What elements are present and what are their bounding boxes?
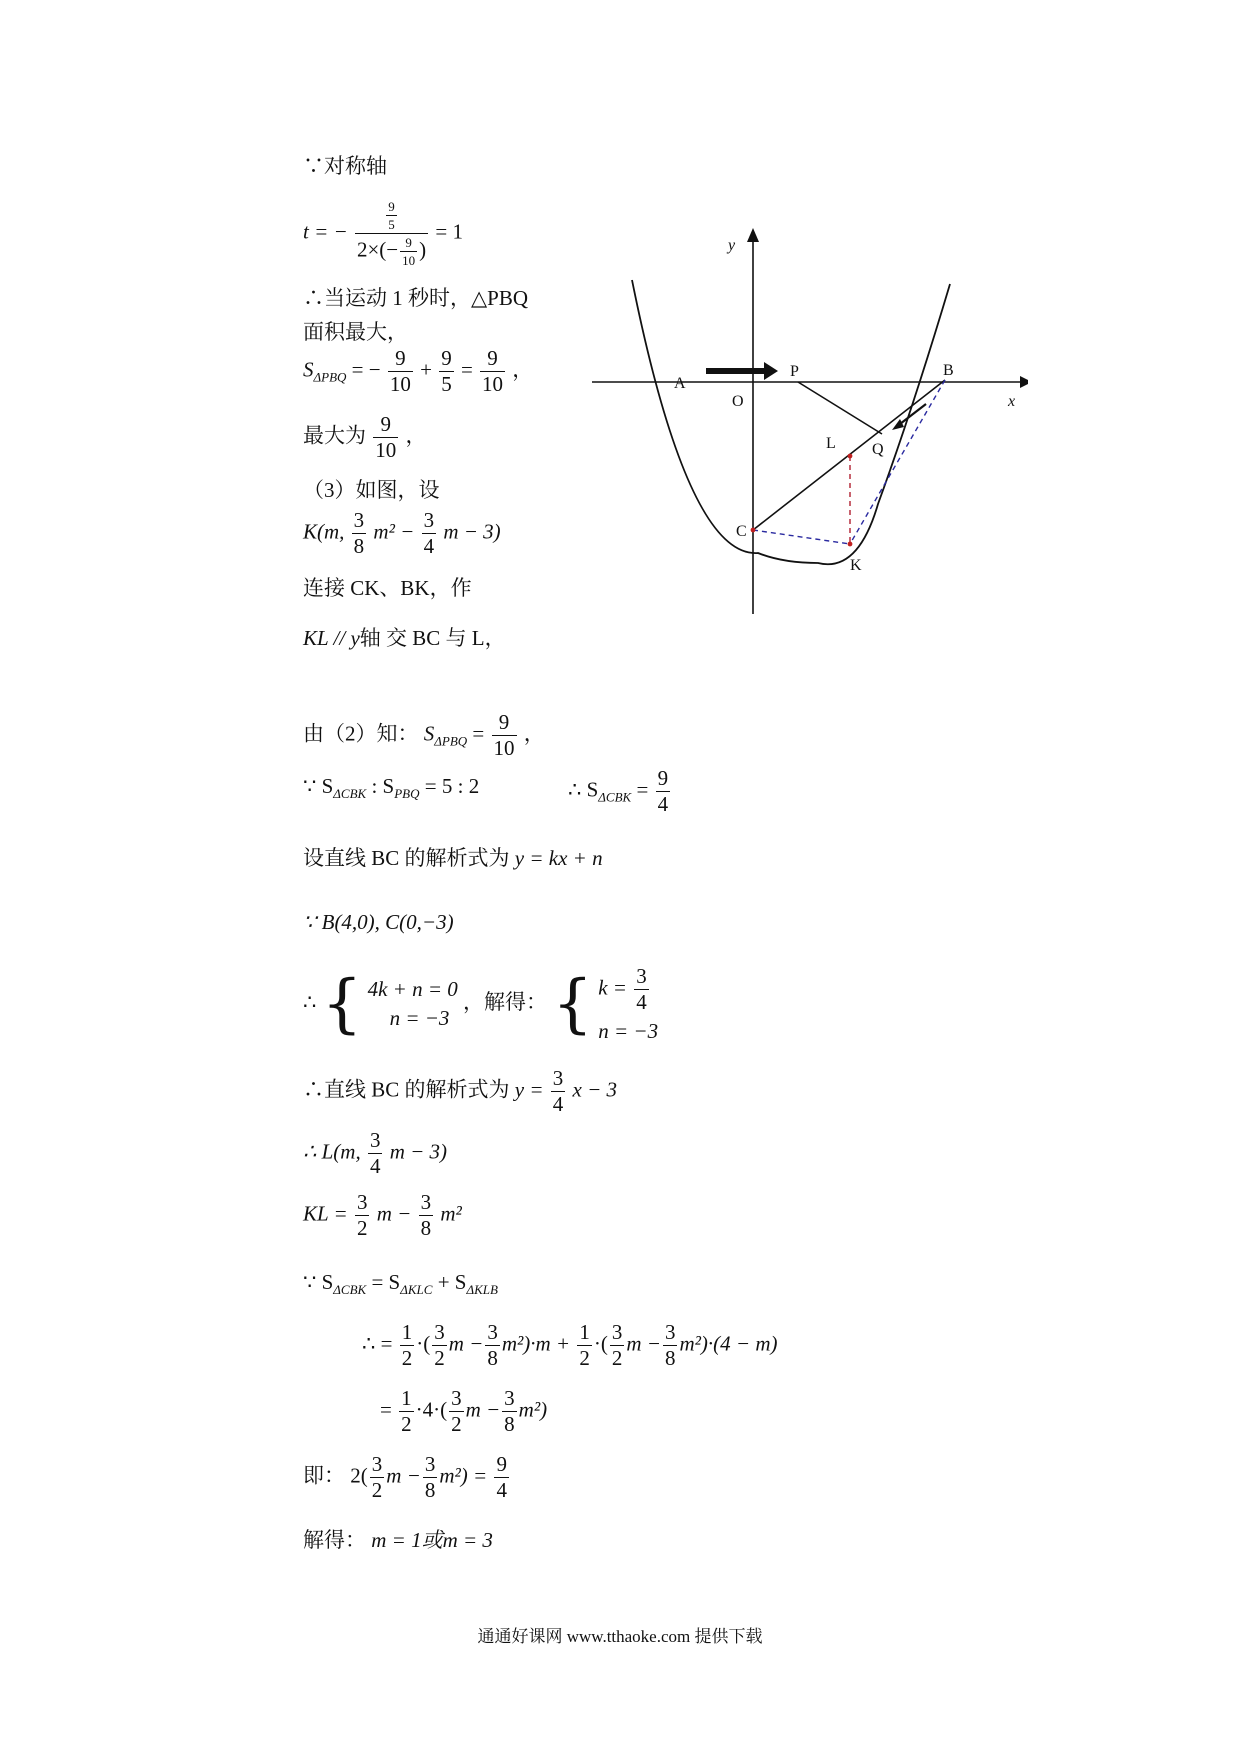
formula-system: ∴ { 4k + n = 0 n = −3 ，解得： { k = $\frac{3}{4}$ n = −3 xyxy=(303,964,659,1043)
motion-arrow-bq xyxy=(900,404,926,424)
text-part3-intro: （3）如图，设 xyxy=(303,478,440,502)
label-k: K xyxy=(850,557,862,574)
text-max-area: 面积最大， xyxy=(303,320,408,344)
formula-from-part2: 由（2）知： $S_{\Delta PBQ}$ = $\frac{9}{10}$ ， xyxy=(303,710,545,760)
formula-area-expand: ∴ = $\frac{1}{2}$ ·( $\frac{3}{2}$ m − $\frac{3}{8}$ m²)·m + $\frac{1}{2}$ ·( $\frac{3}{2}$ m − $\frac{3}{8}$ m²)·(4 − m) xyxy=(362,1320,778,1370)
formula-k-point: K(m, $\frac{3}{8}$ m² − $\frac{3}{4}$ m − 3) xyxy=(303,508,501,558)
formula-equation: 即： 2( $\frac{3}{2}$ m − $\frac{3}{8}$ m²) = $\frac{9}{4}$ xyxy=(303,1452,507,1502)
text-connect-ck-bk: 连接 CK、BK，作 xyxy=(303,576,472,600)
text-kl-parallel: KL // y轴 交 BC 与 L， xyxy=(303,626,506,650)
label-p: P xyxy=(790,363,799,380)
label-x: x xyxy=(1008,393,1016,410)
label-y: y xyxy=(728,237,736,254)
formula-s-cbk: ∴ $S_{\Delta CBK}$ = $\frac{9}{4}$ xyxy=(568,766,669,816)
page-footer: 通通好课网 www.tthaoke.com 提供下载 xyxy=(477,1627,763,1646)
segment-bk xyxy=(850,380,945,544)
formula-solution: 解得： m = 1或m = 3 xyxy=(303,1528,493,1552)
label-b: B xyxy=(943,362,954,379)
formula-l-point: ∴ L(m, $\frac{3}{4}$ m − 3) xyxy=(303,1128,448,1178)
text-when-1s: ∴当运动 1 秒时，△PBQ xyxy=(303,286,529,310)
parabola-figure xyxy=(588,228,1028,628)
x-axis-arrow xyxy=(1020,376,1028,388)
label-c: C xyxy=(736,523,747,540)
segment-pq xyxy=(798,382,882,434)
formula-area-simplified: = $\frac{1}{2}$ ·4·( $\frac{3}{2}$ m − $\frac{3}{8}$ m²) xyxy=(380,1386,548,1436)
motion-arrow-ap xyxy=(706,362,778,380)
text-set-line-bc: 设直线 BC 的解析式为 y = kx + n xyxy=(303,846,603,870)
formula-area-sum: ∵ $S_{\Delta CBK} = S_{\Delta KLC} + S_{\Delta KLB}$ xyxy=(303,1270,498,1297)
label-l: L xyxy=(826,435,836,452)
point-l-dot xyxy=(848,454,853,459)
formula-t: t = − $\frac{9}{5}$ 2×(− $\frac{9}{10}$ ) = 1 xyxy=(303,199,463,268)
text-axis-of-symmetry: ∵对称轴 xyxy=(303,154,387,178)
point-c-dot xyxy=(751,528,756,533)
segment-ck xyxy=(753,530,850,544)
formula-line-bc: ∴直线 BC 的解析式为 y = $\frac{3}{4}$ x − 3 xyxy=(303,1066,618,1116)
formula-b-c-points: ∵ B(4,0), C(0,−3) xyxy=(303,910,454,934)
formula-kl-length: KL = $\frac{3}{2}$ m − $\frac{3}{8}$ m² xyxy=(303,1190,462,1240)
formula-s-pbq: $S_{\Delta PBQ}$ = − $\frac{9}{10}$ + $\frac{9}{5}$ = $\frac{9}{10}$ ， xyxy=(303,346,534,396)
label-q: Q xyxy=(872,441,884,458)
label-a: A xyxy=(674,375,686,392)
label-o: O xyxy=(732,393,744,410)
y-axis-arrow xyxy=(747,228,759,242)
point-k-dot xyxy=(848,542,853,547)
text-max-value: 最大为 $\frac{9}{10}$ ， xyxy=(303,412,427,462)
formula-area-ratio: ∵ $S_{\Delta CBK}$ : $S_{PBQ} = 5$ : 2 xyxy=(303,774,480,801)
